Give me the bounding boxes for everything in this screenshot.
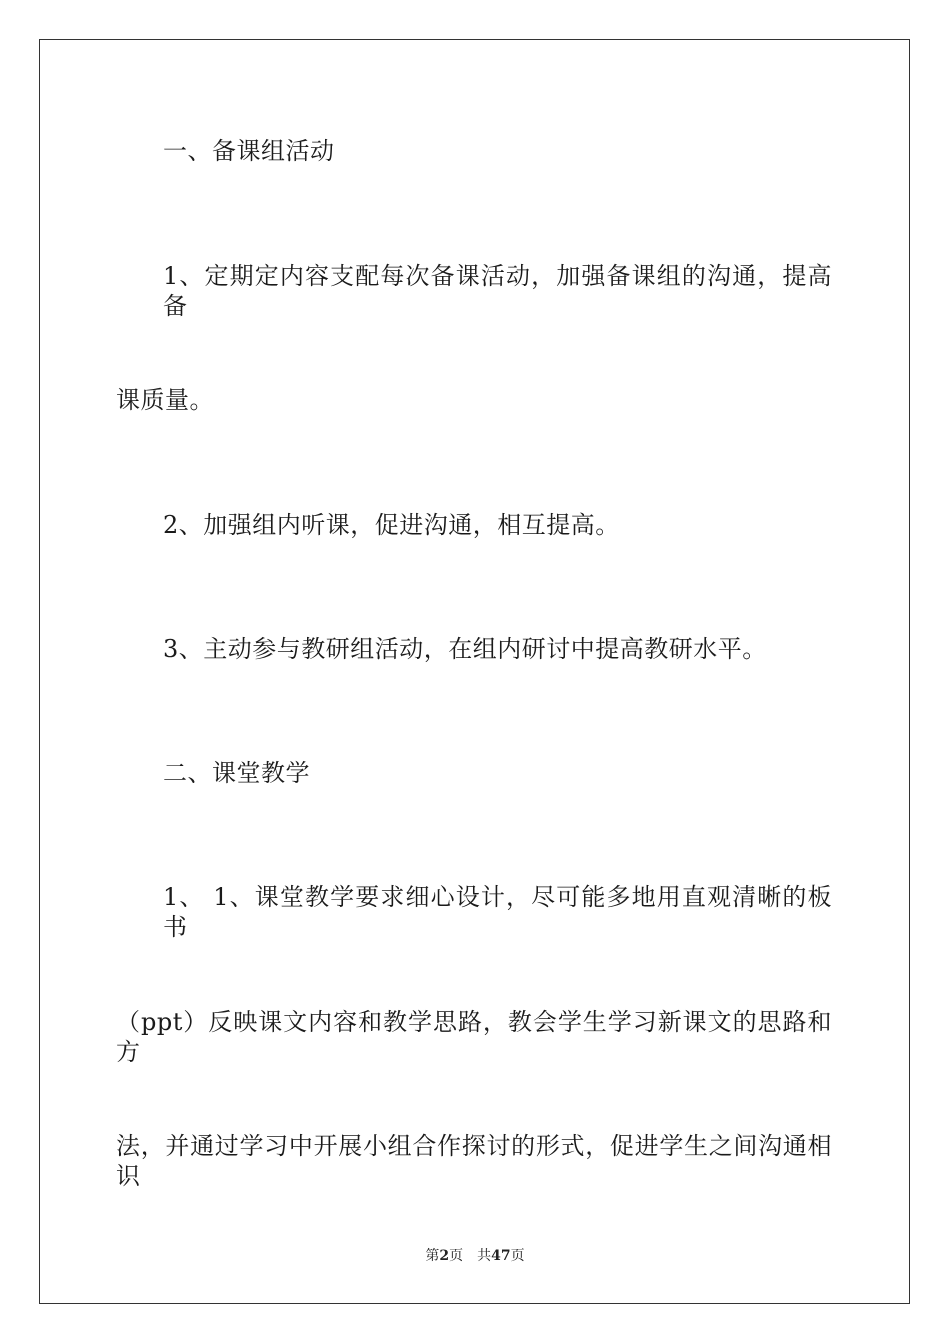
- paragraph-line: 2、加强组内听课，促进沟通，相互提高。: [163, 511, 620, 539]
- page-suffix: 页: [449, 1248, 464, 1264]
- paragraph-line: 1、 1、课堂教学要求细心设计，尽可能多地用直观清晰的板书: [163, 883, 832, 941]
- paragraph-line: 法，并通过学习中开展小组合作探讨的形式，促进学生之间沟通相识: [116, 1132, 832, 1190]
- page-footer: [0, 1247, 950, 1265]
- page-prefix: 第: [425, 1248, 440, 1264]
- paragraph-line: 1、定期定内容支配每次备课活动，加强备课组的沟通，提高备: [163, 262, 832, 320]
- section-heading-classroom-teaching: 二、课堂教学: [163, 759, 310, 787]
- total-prefix: 共: [477, 1248, 492, 1264]
- page-number: 2: [439, 1248, 450, 1264]
- section-heading-lesson-prep: 一、备课组活动: [163, 137, 335, 165]
- paragraph-line: 课质量。: [116, 386, 214, 414]
- total-pages: 47: [491, 1248, 511, 1264]
- paragraph-line: （ppt）反映课文内容和教学思路，教会学生学习新课文的思路和方: [116, 1008, 832, 1066]
- page-border: [39, 39, 910, 1304]
- total-suffix: 页: [510, 1248, 525, 1264]
- paragraph-line: 3、主动参与教研组活动，在组内研讨中提高教研水平。: [163, 635, 767, 663]
